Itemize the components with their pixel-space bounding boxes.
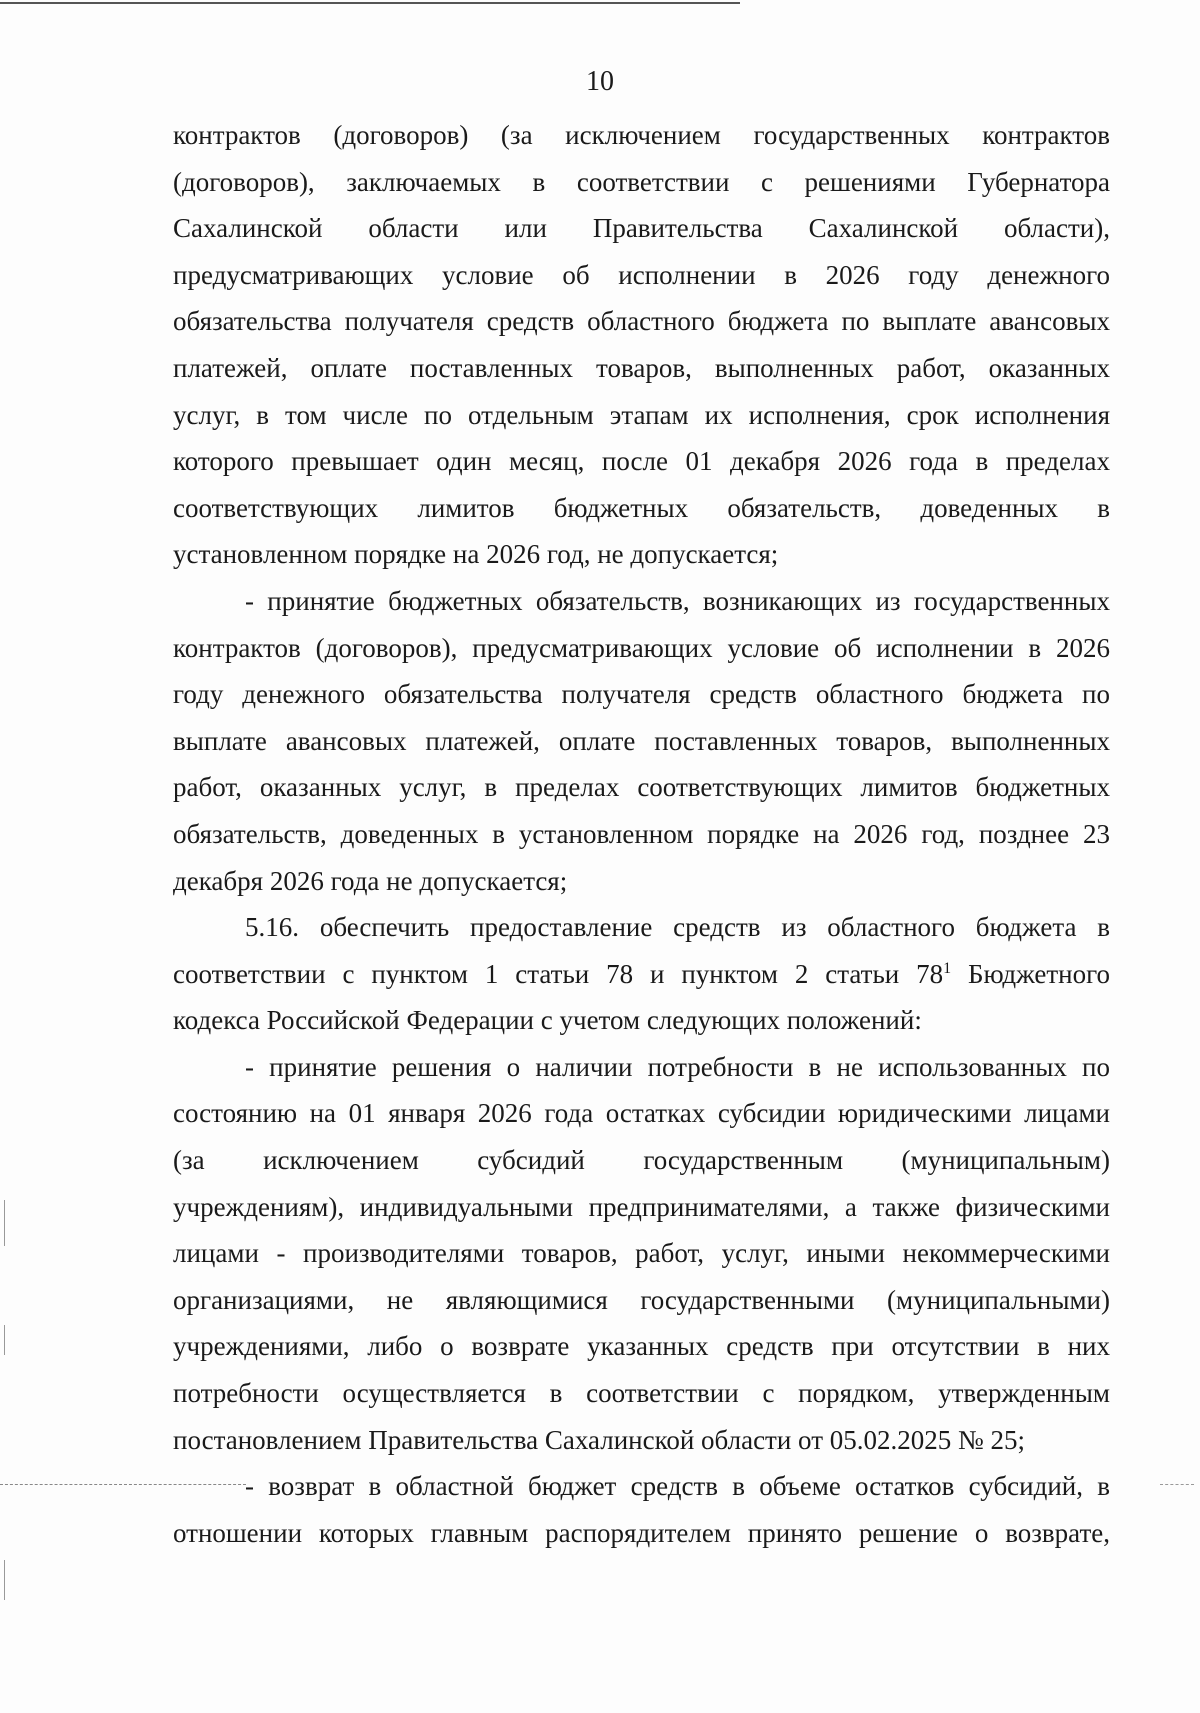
text-line xyxy=(173,531,1110,578)
text-line-content: 5.16. обеспечить предоставление средств из областного бюджета в xyxy=(245,912,1110,943)
text-line-content: кодекса Российской Федерации с учетом следующих положений: xyxy=(173,1005,922,1036)
text-line xyxy=(173,1510,1110,1557)
text-line xyxy=(173,951,1110,998)
text-line xyxy=(173,764,1110,811)
text-line xyxy=(173,298,1110,345)
text-line xyxy=(173,718,1110,765)
text-line xyxy=(173,1137,1110,1184)
text-line-content: соответствующих лимитов бюджетных обязательств, доведенных в xyxy=(173,492,1110,523)
page-number: 10 xyxy=(586,66,614,97)
text-line-content: - принятие бюджетных обязательств, возникающих из государственных xyxy=(245,585,1110,616)
text-line-content: постановлением Правительства Сахалинской области от 05.02.2025 № 25; xyxy=(173,1424,1026,1455)
text-line-content: - возврат в областной бюджет средств в объеме остатков субсидий, в xyxy=(245,1471,1110,1502)
text-line xyxy=(173,625,1110,672)
text-line-content: контрактов (договоров), предусматривающих условие об исполнении в 2026 xyxy=(173,632,1110,663)
text-line-content: предусматривающих условие об исполнении в 2026 году денежного xyxy=(173,259,1110,290)
text-line xyxy=(173,858,1110,905)
text-line-content: отношении которых главным распорядителем принято решение о возврате, xyxy=(173,1517,1110,1548)
text-line-content: контрактов (договоров) (за исключением государственных контрактов xyxy=(173,120,1110,150)
text-line-content: обязательств, доведенных в установленном порядке на 2026 год, позднее 23 xyxy=(173,818,1110,849)
text-line xyxy=(173,159,1110,206)
text-line-content: состоянию на 01 января 2026 года остатках субсидии юридическими лицами xyxy=(173,1098,1110,1129)
text-line-content: платежей, оплате поставленных товаров, выполненных работ, оказанных xyxy=(173,352,1110,383)
text-line-content: (договоров), заключаемых в соответствии с решениями Губернатора xyxy=(173,166,1110,197)
text-line xyxy=(173,1463,1110,1510)
text-line xyxy=(173,1230,1110,1277)
text-line-content: декабря 2026 года не допускается; xyxy=(173,865,568,896)
text-line xyxy=(173,671,1110,718)
text-line-content: установленном порядке на 2026 год, не допускается; xyxy=(173,539,779,570)
margin-scan-mark xyxy=(4,1200,5,1246)
text-line xyxy=(173,578,1110,625)
text-line xyxy=(173,485,1110,532)
scan-dash-artifact-right xyxy=(1160,1484,1194,1485)
text-line xyxy=(173,438,1110,485)
document-body xyxy=(173,112,1110,1556)
text-line-content: потребности осуществляется в соответствии с порядком, утвержденным xyxy=(173,1378,1110,1409)
text-line xyxy=(173,811,1110,858)
text-line-content: учреждениям), индивидуальными предпринимателями, а также физическими xyxy=(173,1191,1110,1222)
text-line-content: услуг, в том числе по отдельным этапам их исполнения, срок исполнения xyxy=(173,399,1110,430)
text-line-content: обязательства получателя средств областного бюджета по выплате авансовых xyxy=(173,306,1110,337)
text-line-content: работ, оказанных услуг, в пределах соответствующих лимитов бюджетных xyxy=(173,772,1110,803)
scan-dash-artifact xyxy=(0,1484,246,1485)
superscript: 1 xyxy=(943,959,952,977)
text-line xyxy=(173,1277,1110,1324)
text-line-content: учреждениями, либо о возврате указанных средств при отсутствии в них xyxy=(173,1331,1110,1362)
text-line-content: - принятие решения о наличии потребности в не использованных по xyxy=(245,1051,1110,1082)
text-line xyxy=(173,1323,1110,1370)
text-line-content: организациями, не являющимися государственными (муниципальными) xyxy=(173,1284,1110,1315)
text-line xyxy=(173,1184,1110,1231)
margin-scan-mark xyxy=(4,1325,5,1355)
text-line xyxy=(173,1044,1110,1091)
text-line-content: (за исключением субсидий государственным (муниципальным) xyxy=(173,1145,1110,1176)
text-line-content: году денежного обязательства получателя средств областного бюджета по xyxy=(173,679,1110,710)
text-line-content: выплате авансовых платежей, оплате поставленных товаров, выполненных xyxy=(173,725,1110,756)
text-line-content: лицами - производителями товаров, работ, услуг, иными некоммерческими xyxy=(173,1238,1110,1269)
text-line xyxy=(173,252,1110,299)
text-line xyxy=(173,345,1110,392)
margin-scan-mark xyxy=(4,1560,5,1600)
text-line xyxy=(173,205,1110,252)
text-line-tail: Бюджетного xyxy=(951,958,1111,989)
text-line xyxy=(173,112,1110,159)
text-line-content: Сахалинской области или Правительства Сахалинской области), xyxy=(173,213,1110,244)
text-line xyxy=(173,1370,1110,1417)
text-line xyxy=(173,1417,1110,1464)
text-line xyxy=(173,392,1110,439)
text-line xyxy=(173,904,1110,951)
text-line xyxy=(173,1090,1110,1137)
text-line-content: которого превышает один месяц, после 01 декабря 2026 года в пределах xyxy=(173,446,1110,477)
text-line xyxy=(173,997,1110,1044)
top-scan-rule xyxy=(0,2,740,4)
text-line-content: соответствии с пунктом 1 статьи 78 и пунктом 2 статьи 78 xyxy=(173,958,944,989)
